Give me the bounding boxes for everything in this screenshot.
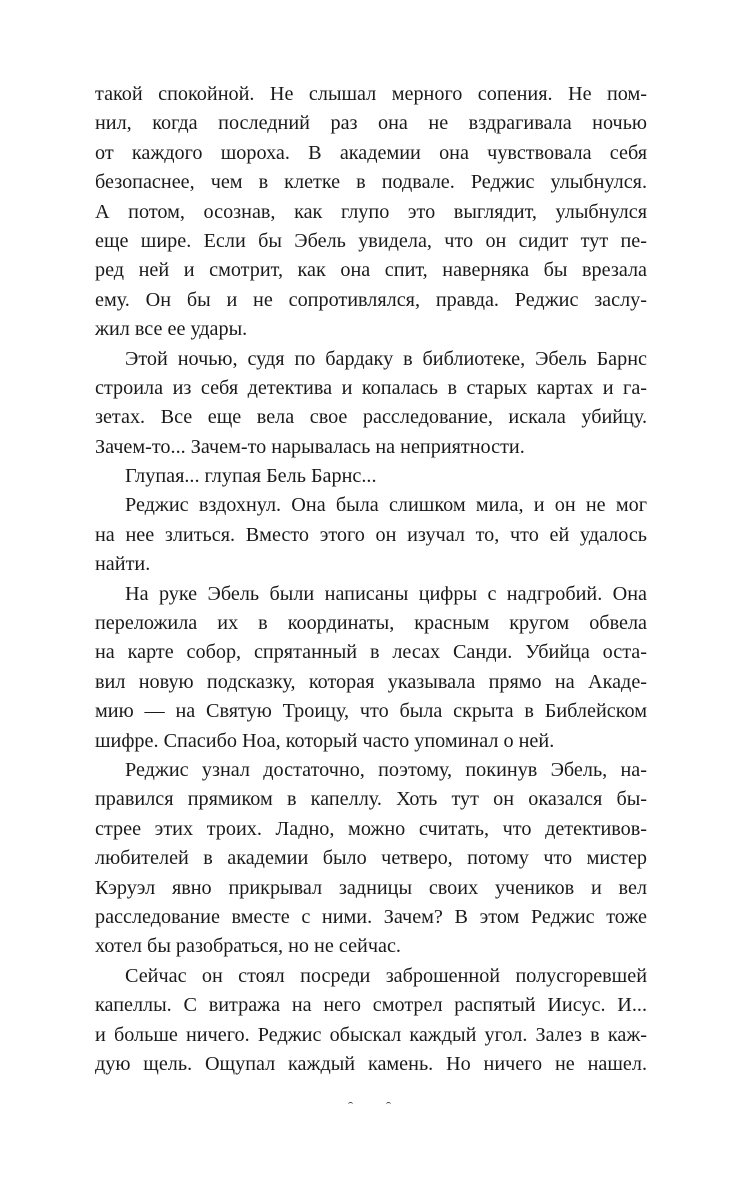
text-line: на карте собор, спрятанный в лесах Санди. Убийца оста- (95, 641, 647, 664)
text-line: Реджис вздохнул. Она была слишком мила, и он не мог (125, 494, 647, 517)
text-line: стрее этих троих. Ладно, можно считать, что детективов- (95, 817, 647, 840)
text-line: нил, когда последний раз она не вздрагивала ночью (95, 112, 647, 135)
text-line: на нее злиться. Вместо этого он изучал то, что ей удалось (95, 523, 647, 546)
text-line: Этой ночью, судя по бардаку в библиотеке, Эбель Барнс (125, 347, 647, 370)
text-line: любителей в академии было четверо, потому что мистер (95, 847, 647, 870)
text-line: шифре. Спасибо Ноа, который часто упоминал о ней. (95, 729, 555, 752)
text-line: еще шире. Если бы Эбель увидела, что он сидит тут пе- (95, 229, 647, 252)
text-line: А потом, осознав, как глупо это выглядит, улыбнулся (95, 200, 647, 223)
body-text (95, 80, 647, 1079)
text-line: мию — на Святую Троицу, что была скрыта в Библейском (95, 700, 647, 723)
text-line: Реджис узнал достаточно, поэтому, покинув Эбель, на- (125, 758, 647, 781)
text-line: Сейчас он стоял посреди заброшенной полусгоревшей (125, 964, 647, 987)
text-line: такой спокойной. Не слышал мерного сопения. Не пом- (95, 83, 647, 105)
text-line: вил новую подсказку, которая указывала прямо на Акаде- (95, 670, 647, 693)
text-line: безопаснее, чем в клетке в подвале. Реджис улыбнулся. (95, 171, 647, 194)
text-line: Зачем-то... Зачем-то нарывалась на неприятности. (95, 435, 525, 458)
text-line: и больше ничего. Реджис обыскал каждый угол. Залез в каж- (95, 1023, 647, 1046)
text-line: дую щель. Ощупал каждый камень. Но ничего не нашел. (95, 1052, 647, 1075)
text-line: строила из себя детектива и копалась в старых картах и га- (95, 376, 647, 399)
text-line: Кэруэл явно прикрывал задницы своих учеников и вел (95, 876, 647, 899)
text-line: ему. Он бы и не сопротивлялся, правда. Реджис заслу- (95, 288, 647, 311)
text-line: Глупая... глупая Бель Барнс... (125, 465, 377, 488)
text-line: правился прямиком в капеллу. Хоть тут он оказался бы- (95, 788, 647, 811)
text-line: найти. (95, 553, 151, 576)
text-line: капеллы. С витража на него смотрел распятый Иисус. И... (95, 994, 647, 1017)
ornament-curl-icon (330, 1098, 410, 1112)
text-line: от каждого шороха. В академии она чувствовала себя (95, 141, 647, 164)
text-line: переложила их в координаты, красным кругом обвела (95, 612, 647, 635)
text-line: расследование вместе с ними. Зачем? В этом Реджис тоже (95, 905, 647, 928)
text-line: На руке Эбель были написаны цифры с надгробий. Она (125, 582, 647, 605)
text-line: жил все ее удары. (95, 318, 248, 341)
text-line: ред ней и смотрит, как она спит, наверняка бы врезала (95, 259, 647, 282)
text-line: зетах. Все еще вела свое расследование, искала убийцу. (95, 406, 647, 429)
text-line: хотел бы разобраться, но не сейчас. (95, 935, 401, 958)
